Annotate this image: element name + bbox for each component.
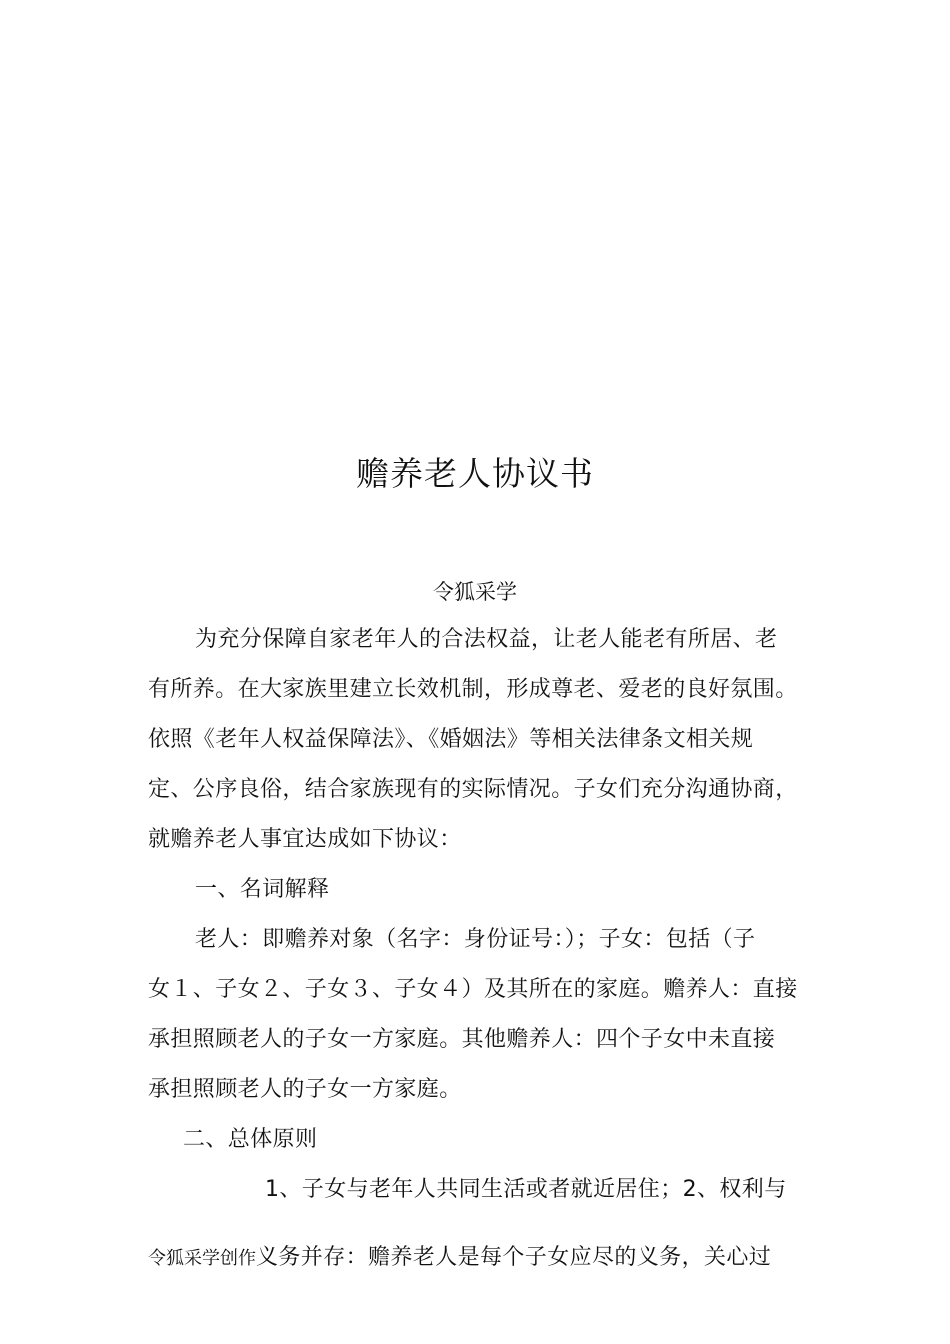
section-2-line-2 <box>148 1240 771 1271</box>
intro-line-4: 定、公序良俗，结合家族现有的实际情况。子女们充分沟通协商， <box>148 777 798 802</box>
section-1-line-3: 承担照顾老人的子女一方家庭。其他赡养人：四个子女中未直接 <box>148 1027 776 1052</box>
intro-line-3: 依照《老年人权益保障法》、《婚姻法》等相关法律条文相关规 <box>148 727 754 752</box>
section-1-line-4: 承担照顾老人的子女一方家庭。 <box>148 1077 462 1102</box>
intro-line-2: 有所养。在大家族里建立长效机制，形成尊老、爱老的良好氛围。 <box>148 677 798 702</box>
section-2-line-2-text: 义务并存：赡养老人是每个子女应尽的义务，关心过 <box>256 1245 772 1270</box>
author-name: 令狐采学 <box>433 580 517 604</box>
intro-line-1: 为充分保障自家老年人的合法权益，让老人能老有所居、老 <box>195 627 778 652</box>
intro-line-5: 就赡养老人事宜达成如下协议： <box>148 827 462 852</box>
section-1-line-1: 老人：即赡养对象（名字：身份证号：）；子女：包括（子 <box>195 927 756 952</box>
section-1-heading: 一、名词解释 <box>195 877 330 902</box>
section-2-line-1: 1、子女与老年人共同生活或者就近居住；2、权利与 <box>265 1177 787 1202</box>
document-title: 赡养老人协议书 <box>356 454 594 493</box>
section-2-heading: 二、总体原则 <box>183 1127 318 1152</box>
creator-watermark-label: 令狐采学创作 <box>148 1248 256 1269</box>
section-1-line-2: 女１、子女２、子女３、子女４）及其所在的家庭。赡养人：直接 <box>148 977 798 1002</box>
